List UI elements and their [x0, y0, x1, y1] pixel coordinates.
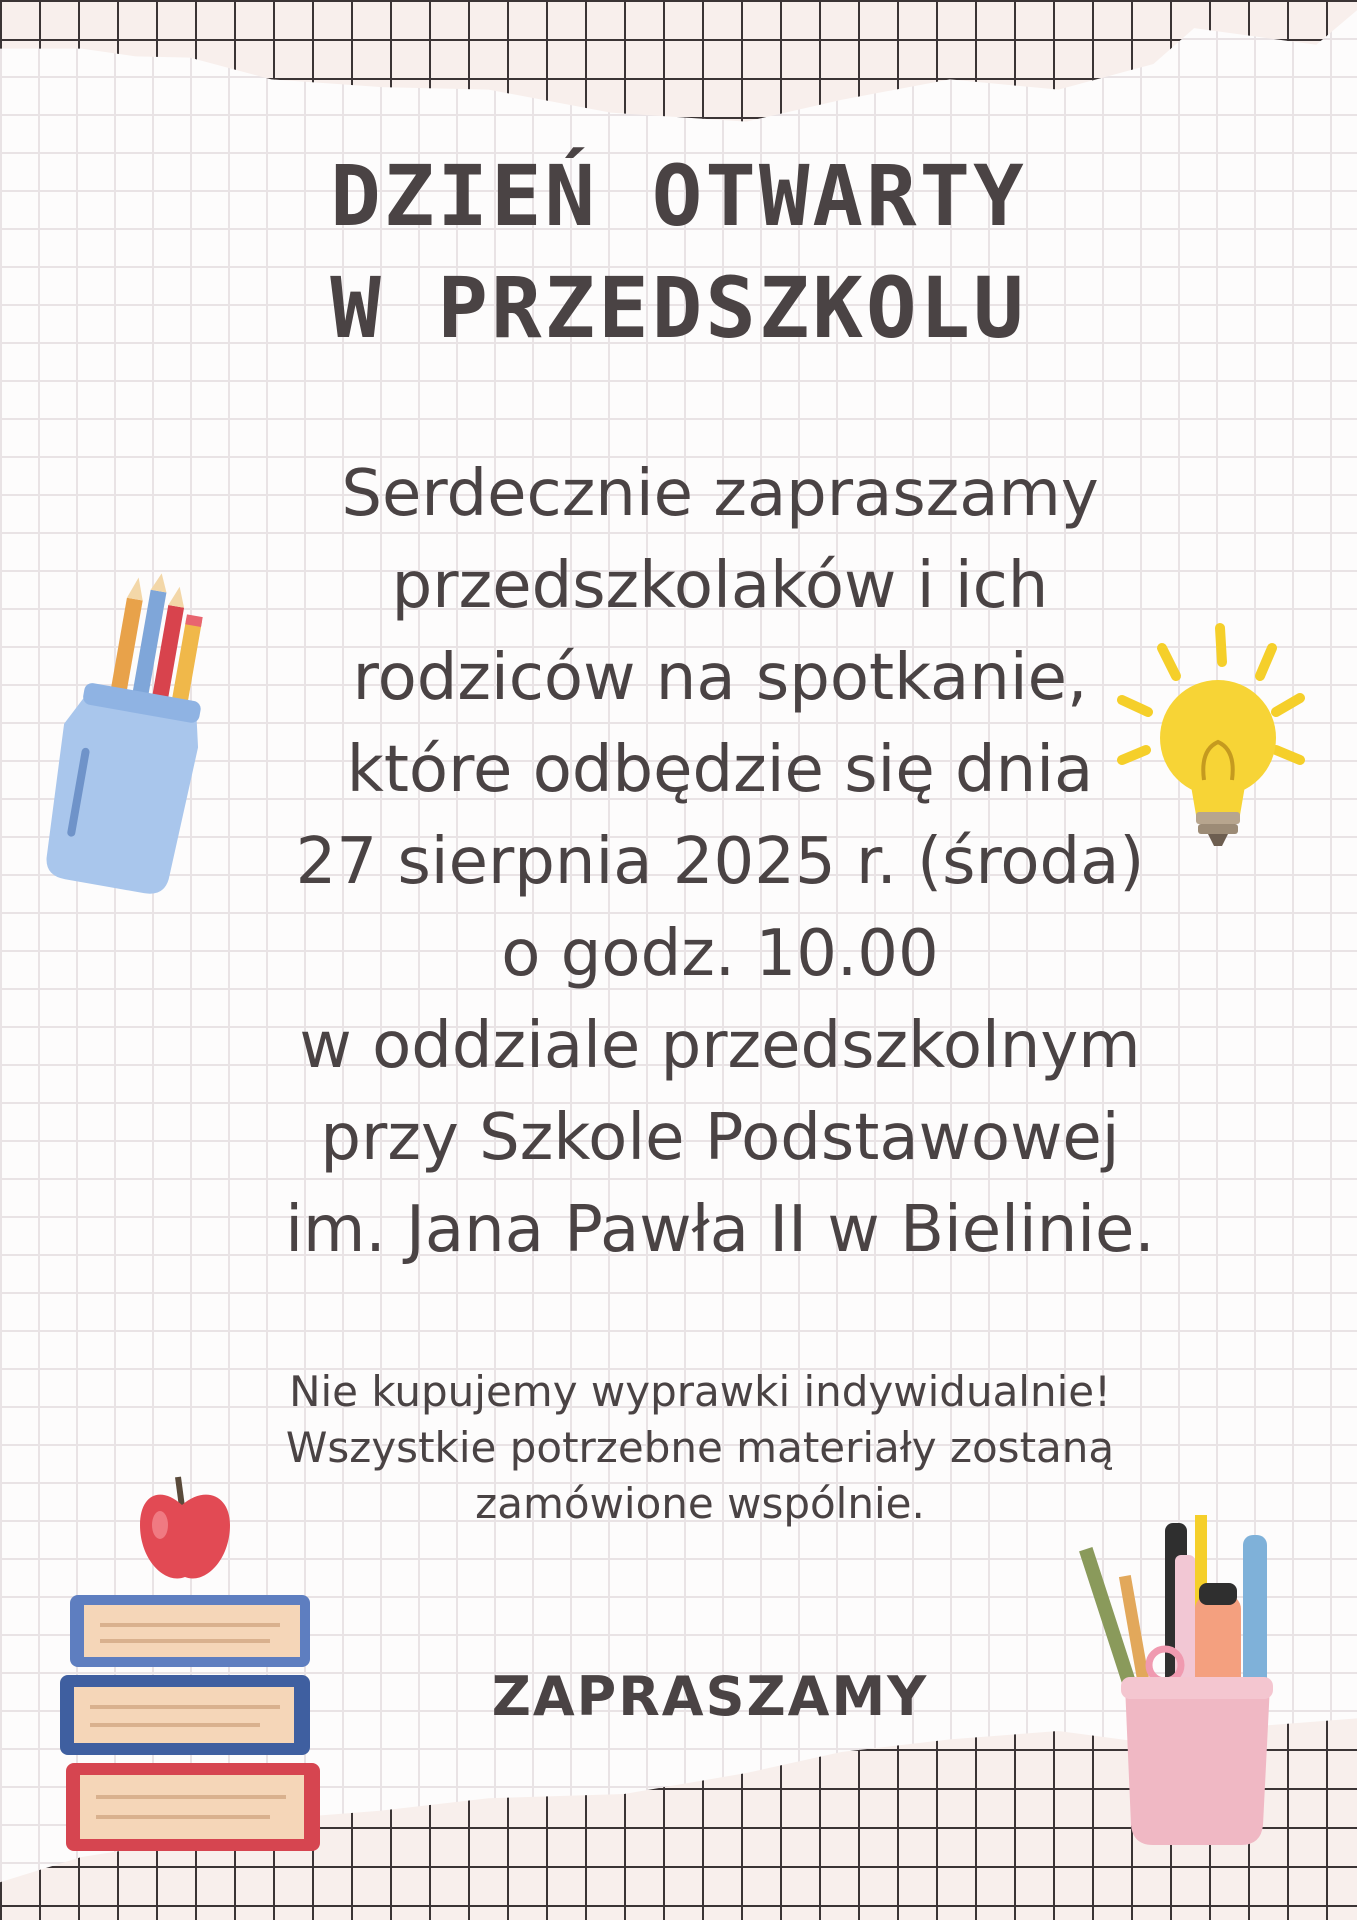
note-line: Nie kupujemy wyprawki indywidualnie!: [289, 1367, 1111, 1416]
note-line: Wszystkie potrzebne materiały zostaną: [285, 1423, 1115, 1472]
invitation-time-line: o godz. 10.00: [501, 917, 939, 991]
light-bulb-icon: [1100, 620, 1310, 850]
invitation-line: przy Szkole Podstawowej: [320, 1101, 1120, 1175]
note-line: zamówione wspólnie.: [475, 1479, 925, 1528]
invitation-line: rodziców na spotkanie,: [352, 641, 1088, 715]
invitation-line: Serdecznie zapraszamy: [341, 457, 1099, 531]
invitation-line: przedszkolaków i ich: [391, 549, 1049, 623]
title-line-1: DZIEŃ OTWARTY: [330, 147, 1027, 245]
invitation-line: które odbędzie się dnia: [346, 733, 1094, 807]
pencil-jar-icon: [15, 570, 225, 900]
apple-books-icon: [60, 1465, 330, 1860]
closing-text: ZAPRASZAMY: [491, 1665, 929, 1728]
invitation-line: w oddziale przedszkolnym: [299, 1009, 1141, 1083]
page-title: [0, 140, 1357, 364]
pen-cup-icon: [1075, 1515, 1310, 1855]
invitation-line: im. Jana Pawła II w Bielinie.: [285, 1193, 1155, 1267]
title-line-2: W PRZEDSZKOLU: [330, 259, 1027, 357]
invitation-text: [170, 448, 1270, 1276]
torn-grid-paper-top: [0, 0, 1357, 128]
invitation-date-line: 27 sierpnia 2025 r. (środa): [295, 825, 1145, 899]
